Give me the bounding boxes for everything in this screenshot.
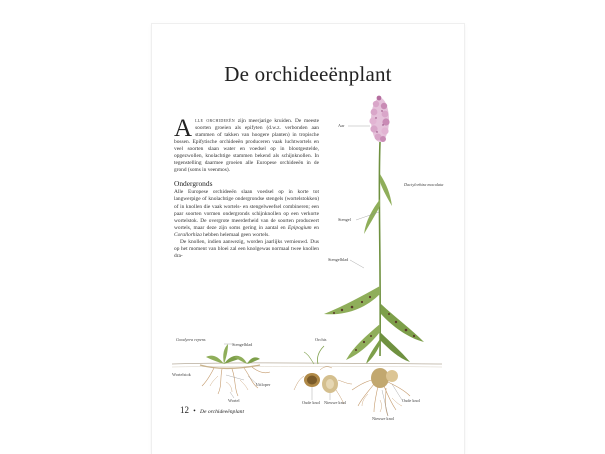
p1-text-a: Alle Europese orchideeën slaan voedsel op in korte tot langwerpige of knolachtige ondergrondse stengels (wortelstokken) of in knollen die vaak wortels- en stengelweefsel combineren; een paar soorten vormen ondergronds schijnknollen op een verkorte wortelstok. De overgrote meerderheid van de soorten produceert wortels, maar deze zijn soms gering in aantal en — [174, 189, 319, 231]
goodyera-plant — [200, 344, 270, 396]
section-heading: Ondergronds — [174, 179, 213, 189]
orchis-tubers — [294, 346, 352, 404]
label-stengel: Stengel — [338, 217, 351, 222]
label-nieuwe-knol-2: Nieuwe knol — [372, 416, 395, 421]
spotted-leaf-lower — [346, 324, 380, 360]
section-paragraph-2: De knollen, indien aanwezig, worden jaarlijks vernieuwd. Dus op het moment van bloei zal een knolgewas normaal twee knollen dra- — [174, 238, 319, 259]
label-oude-knol-1: Oude knol — [302, 400, 321, 405]
drop-cap: A — [174, 115, 193, 142]
base-leaf-right — [380, 332, 410, 362]
spotted-leaf-right — [381, 304, 424, 342]
label-stengelblad-small: Stengelblad — [232, 342, 253, 347]
label-nieuwe-knol-1: Nieuwe knol — [324, 400, 347, 405]
label-oude-knol-2: Oude knol — [402, 398, 421, 403]
label-orchis: Orchis — [315, 337, 327, 342]
p1-genus-2: Corallorhiza — [174, 231, 202, 238]
soil-line — [172, 363, 442, 364]
page-title: De orchideeënplant — [224, 62, 392, 86]
spotted-leaf-left — [324, 286, 380, 314]
footer-chapter: De orchideeënplant — [199, 409, 245, 415]
bract-leaf — [380, 174, 392, 206]
p1-text-c: hebben helemaal geen wortels. — [201, 231, 270, 238]
footer-separator: • — [193, 407, 196, 415]
label-wortel: Wortel — [228, 398, 240, 403]
p1-text-b: en — [311, 224, 319, 231]
main-stem — [379, 142, 380, 356]
label-aar: Aar — [338, 123, 345, 128]
main-roots — [352, 368, 410, 416]
p1-genus-1: Epipogium — [287, 224, 312, 231]
label-wortelstok: Wortelstok — [172, 372, 191, 377]
orchid-illustration — [152, 24, 464, 454]
soil-line-2 — [172, 366, 442, 367]
label-species: Dactylorhiza maculata — [404, 182, 444, 187]
page-footer — [180, 405, 244, 415]
intro-lead: lle orchideeën — [195, 118, 235, 124]
intro-text: zijn meerjarige kruiden. De meeste soorten groeien als epifyten (d.w.z. verbonden aan stammen of takken van hoogere planten) in tropische bossen. Epifytische orchideeën produceren vaak luchtwortels en veel soorten slaan water en voedsel op in blootgestelde, opgezwollen, knolachtige stammen bekend als schijnknollen. In tegenstelling daarmee groeien alle Europese orchideeën in de grond (soms in veenmos). — [174, 118, 319, 174]
flower-spike — [369, 96, 389, 142]
label-stengelblad-main: Stengelblad — [328, 257, 349, 262]
page-number: 12 — [180, 405, 189, 415]
label-goodyera: Goodyera repens — [176, 337, 206, 342]
label-uitloper: Uitloper — [256, 382, 271, 387]
book-page — [152, 24, 464, 454]
